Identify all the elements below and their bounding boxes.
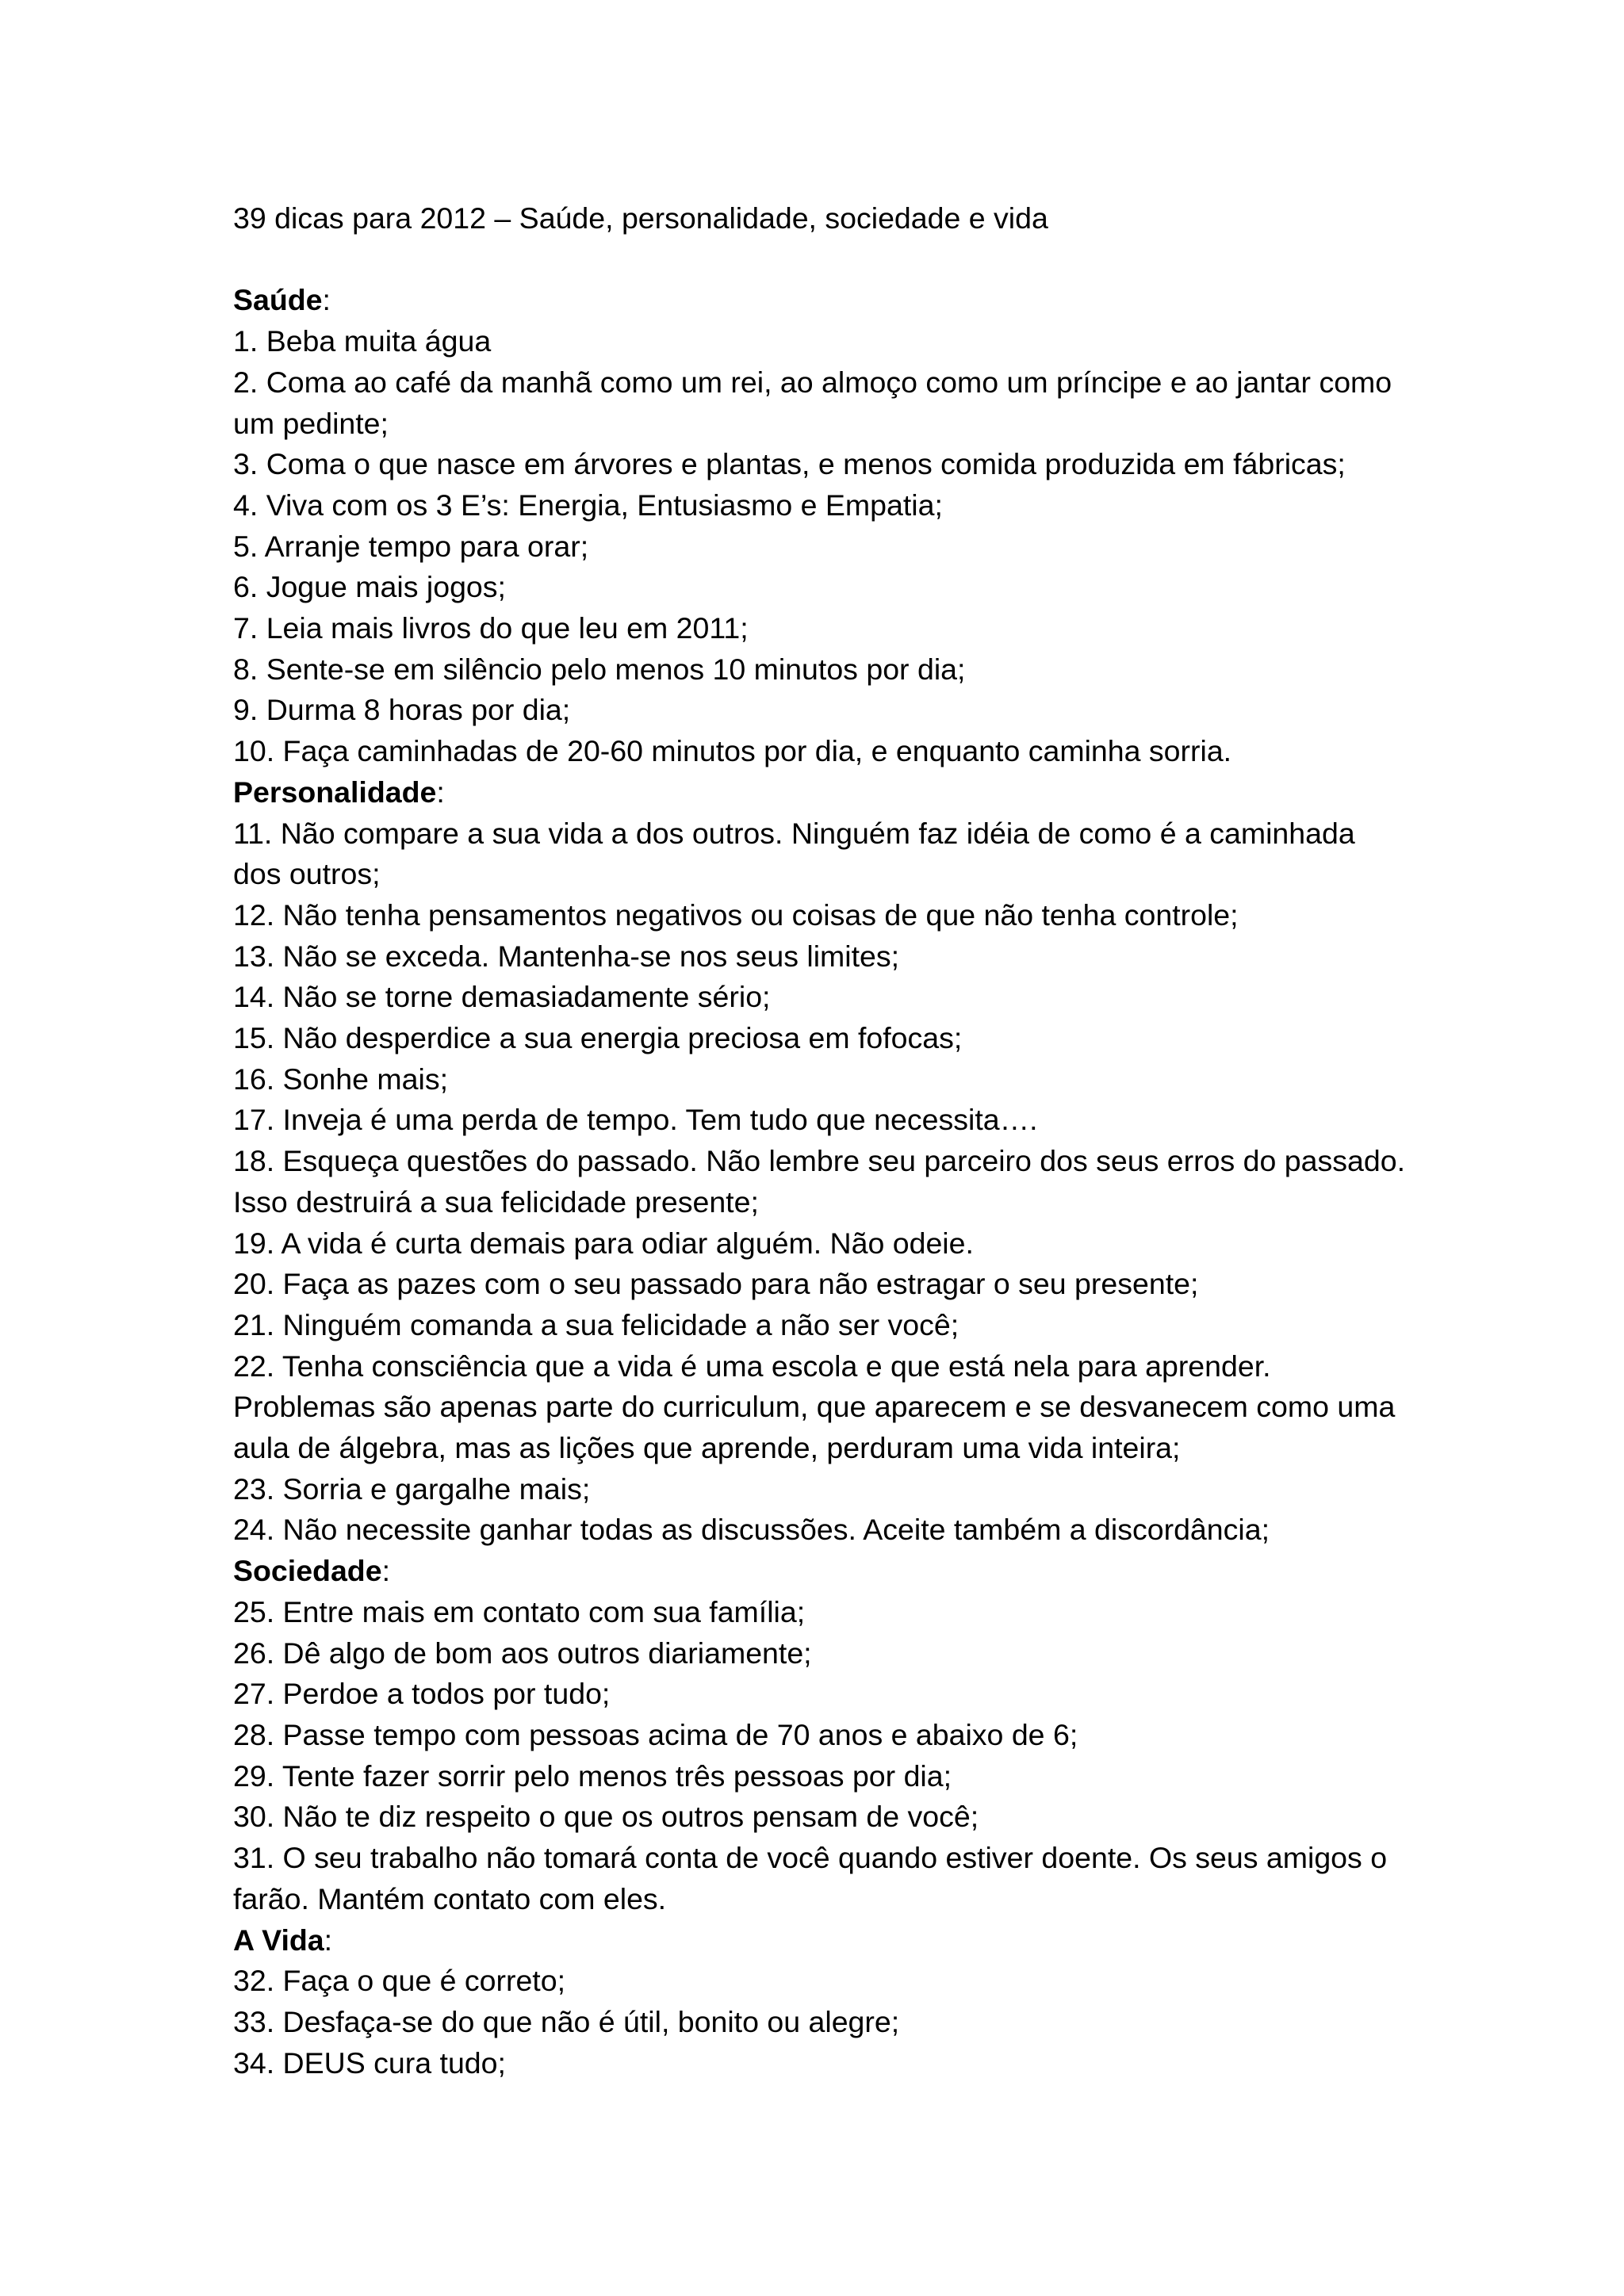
tip-item: 7. Leia mais livros do que leu em 2011; — [233, 611, 749, 645]
tip-item: 9. Durma 8 horas por dia; — [233, 693, 571, 727]
document-body — [233, 198, 1407, 2084]
tip-item: 17. Inveja é uma perda de tempo. Tem tudo que necessita…. — [233, 1103, 1038, 1137]
section-saude — [233, 280, 1407, 771]
tip-item: 6. Jogue mais jogos; — [233, 570, 506, 604]
section-heading — [233, 1920, 1407, 1961]
tip-item: 8. Sente-se em silêncio pelo menos 10 minutos por dia; — [233, 652, 966, 686]
tip-item: 27. Perdoe a todos por tudo; — [233, 1677, 611, 1711]
tip-item: 4. Viva com os 3 E’s: Energia, Entusiasmo e Empatia; — [233, 488, 943, 522]
section-heading — [233, 1551, 1407, 1592]
section-heading-label: Personalidade — [233, 775, 437, 809]
tip-item: 29. Tente fazer sorrir pelo menos três pessoas por dia; — [233, 1758, 952, 1793]
tip-item: 30. Não te diz respeito o que os outros pensam de você; — [233, 1800, 979, 1834]
tip-item: 22. Tenha consciência que a vida é uma escola e que está nela para aprender. Problemas são apenas parte do curriculum, que aparecem e se desvanecem como uma aula de álgebra, mas as lições que aprende, perduram uma vida inteira; — [233, 1349, 1396, 1465]
document-title: 39 dicas para 2012 – Saúde, personalidade, sociedade e vida — [233, 201, 1048, 235]
section-heading-colon: : — [436, 775, 445, 809]
section-heading-colon: : — [324, 1923, 333, 1957]
tip-item: 28. Passe tempo com pessoas acima de 70 anos e abaixo de 6; — [233, 1718, 1078, 1751]
section-heading — [233, 772, 1407, 813]
section-heading-label: Saúde — [233, 283, 323, 317]
section-heading-colon: : — [381, 1554, 390, 1588]
section-heading-label: A Vida — [233, 1923, 324, 1957]
tip-item: 16. Sonhe mais; — [233, 1062, 448, 1096]
tip-item: 24. Não necessite ganhar todas as discussões. Aceite também a discordância; — [233, 1513, 1270, 1547]
tip-item: 15. Não desperdice a sua energia preciosa em fofocas; — [233, 1021, 963, 1055]
section-sociedade — [233, 1551, 1407, 1919]
tip-item: 3. Coma o que nasce em árvores e plantas, e menos comida produzida em fábricas; — [233, 447, 1346, 481]
tip-item: 11. Não compare a sua vida a dos outros. Ninguém faz idéia de como é a caminhada dos outros; — [233, 816, 1355, 891]
tip-item: 33. Desfaça-se do que não é útil, bonito ou alegre; — [233, 2004, 900, 2038]
tip-item: 12. Não tenha pensamentos negativos ou coisas de que não tenha controle; — [233, 897, 1239, 932]
tip-item: 13. Não se exceda. Mantenha-se nos seus limites; — [233, 939, 900, 973]
section-heading-colon: : — [322, 283, 331, 317]
title-spacer — [233, 239, 1407, 281]
tip-item: 1. Beba muita água — [233, 324, 492, 358]
tip-item: 32. Faça o que é correto; — [233, 1964, 566, 1998]
tip-item: 21. Ninguém comanda a sua felicidade a não ser você; — [233, 1307, 959, 1341]
section-heading — [233, 280, 1407, 321]
tip-item: 14. Não se torne demasiadamente sério; — [233, 980, 771, 1014]
tip-item: 19. A vida é curta demais para odiar alguém. Não odeie. — [233, 1226, 974, 1260]
section-a-vida — [233, 1920, 1407, 2084]
tip-item: 18. Esqueça questões do passado. Não lembre seu parceiro dos seus erros do passado. Isso destruirá a sua felicidade presente; — [233, 1144, 1405, 1219]
tip-item: 10. Faça caminhadas de 20-60 minutos por dia, e enquanto caminha sorria. — [233, 734, 1232, 768]
tip-item: 25. Entre mais em contato com sua família; — [233, 1594, 806, 1628]
tip-item: 2. Coma ao café da manhã como um rei, ao almoço como um príncipe e ao jantar como um pedinte; — [233, 365, 1392, 440]
tip-item: 20. Faça as pazes com o seu passado para não estragar o seu presente; — [233, 1267, 1199, 1301]
tip-item: 26. Dê algo de bom aos outros diariamente; — [233, 1636, 812, 1670]
tip-item: 23. Sorria e gargalhe mais; — [233, 1471, 591, 1506]
tip-item: 5. Arranje tempo para orar; — [233, 529, 589, 563]
tip-item: 31. O seu trabalho não tomará conta de você quando estiver doente. Os seus amigos o farão. Mantém contato com eles. — [233, 1841, 1388, 1915]
tip-item: 34. DEUS cura tudo; — [233, 2045, 506, 2080]
section-personalidade — [233, 772, 1407, 1551]
section-heading-label: Sociedade — [233, 1554, 382, 1588]
